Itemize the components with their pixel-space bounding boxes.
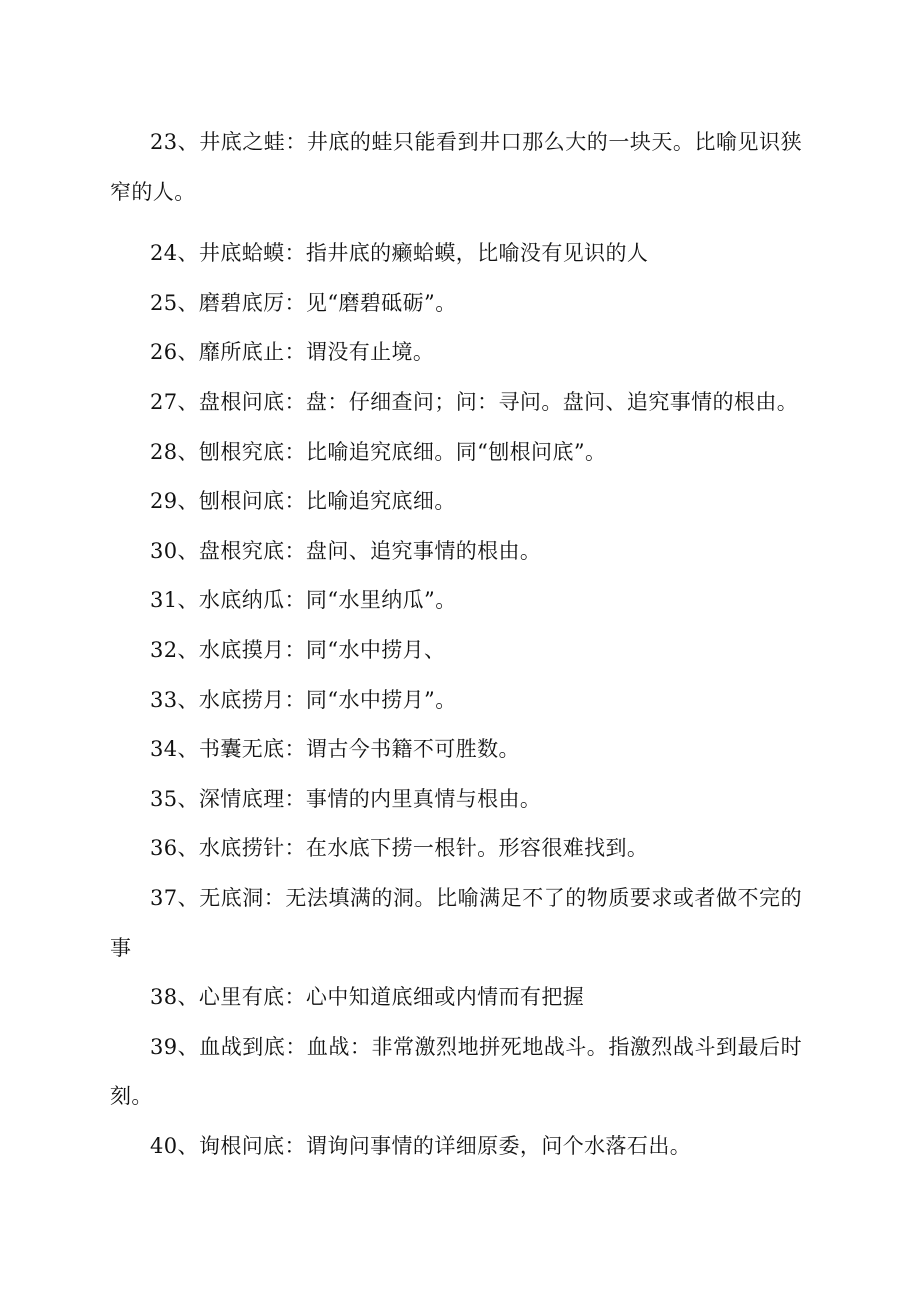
entry-37: 37、无底洞：无法填满的洞。比喻满足不了的物质要求或者做不完的事 [110, 885, 802, 960]
entry-30: 30、盘根究底：盘问、追究事情的根由。 [150, 538, 542, 563]
entry-24: 24、井底蛤蟆：指井底的癞蛤蟆，比喻没有见识的人 [150, 241, 649, 266]
entry-33: 33、水底捞月：同“水中捞月”。 [150, 687, 457, 712]
entry-38: 38、心里有底：心中知道底细或内情而有把握 [150, 985, 585, 1010]
entry-36: 36、水底捞针：在水底下捞一根针。形容很难找到。 [150, 836, 649, 861]
entry-28: 28、刨根究底：比喻追究底细。同“刨根问底”。 [150, 439, 607, 464]
entry-40: 40、询根问底：谓询问事情的详细原委，问个水落石出。 [150, 1133, 692, 1158]
entry-27: 27、盘根问底：盘：仔细查问；问：寻问。盘问、追究事情的根由。 [150, 389, 799, 414]
entry-29: 29、刨根问底：比喻追究底细。 [150, 489, 456, 514]
entry-34: 34、书囊无底：谓古今书籍不可胜数。 [150, 737, 520, 762]
entry-35: 35、深情底理：事情的内里真情与根由。 [150, 786, 542, 811]
entry-32: 32、水底摸月：同“水中捞月、 [150, 637, 446, 662]
entry-25: 25、磨碧底厉：见“磨碧砥砺”。 [150, 290, 457, 315]
entry-39: 39、血战到底：血战：非常激烈地拼死地战斗。指激烈战斗到最后时刻。 [110, 1034, 802, 1109]
entry-23: 23、井底之蛙：井底的蛙只能看到井口那么大的一块天。比喻见识狭窄的人。 [110, 130, 802, 204]
document-body [110, 118, 802, 1171]
entry-26: 26、靡所底止：谓没有止境。 [150, 340, 435, 365]
entry-31: 31、水底纳瓜：同“水里纳瓜”。 [150, 588, 457, 613]
